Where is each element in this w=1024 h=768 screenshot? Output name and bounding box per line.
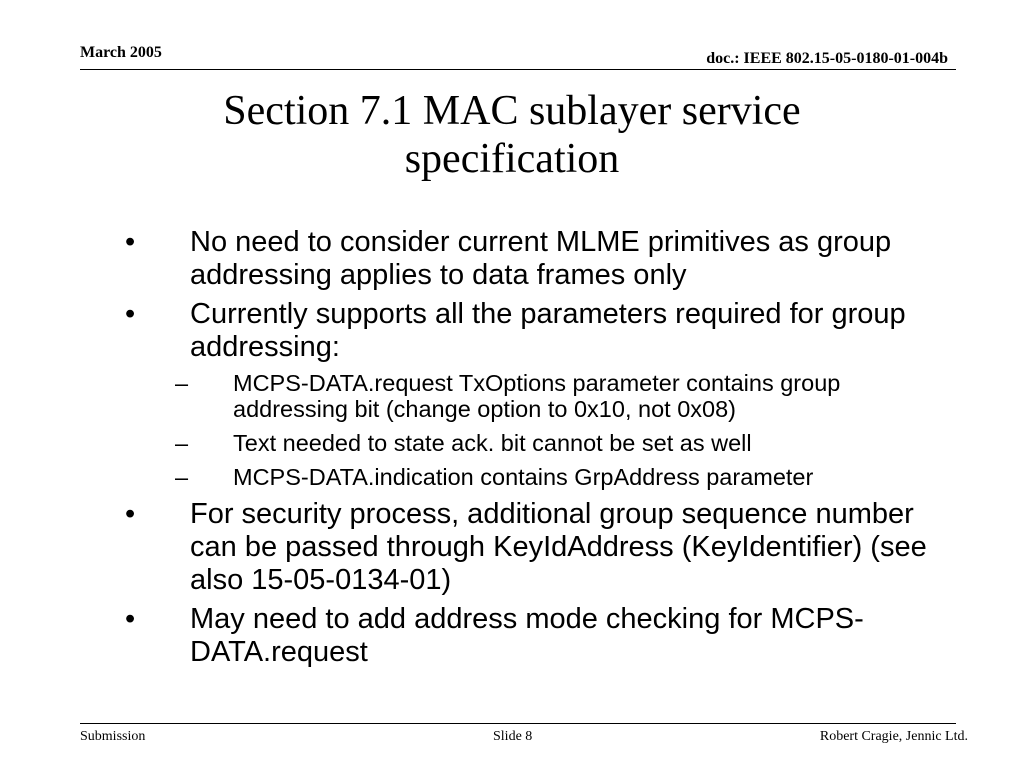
sub-bullet-text: Text needed to state ack. bit cannot be set as well <box>233 430 752 456</box>
sub-bullet-text: MCPS-DATA.request TxOptions parameter contains group addressing bit (change option to 0x10, not 0x08) <box>233 370 841 422</box>
sub-bullet-marker: – <box>175 464 189 490</box>
sub-bullet-item <box>0 370 1024 422</box>
slide-title-line-1: Section 7.1 MAC sublayer service <box>223 88 801 134</box>
bullet-text: No need to consider current MLME primitives as group addressing applies to data frames only <box>190 226 892 291</box>
sub-bullet-marker: – <box>175 430 189 456</box>
footer-submission: Submission <box>80 729 146 744</box>
sub-bullet-item <box>0 464 1024 490</box>
bullet-item <box>0 603 1024 669</box>
bullet-marker: • <box>125 298 136 330</box>
bullet-marker: • <box>125 603 136 635</box>
footer-slide-number: Slide 8 <box>493 729 533 744</box>
bullet-text: For security process, additional group sequence number can be passed through KeyIdAddress (KeyIdentifier) (see also 15-05-0134-01) <box>190 498 927 596</box>
header-divider <box>80 69 956 70</box>
footer-divider <box>80 723 956 724</box>
sub-bullet-text: MCPS-DATA.indication contains GrpAddress parameter <box>233 464 814 490</box>
bullet-list <box>0 226 1024 675</box>
slide-title <box>130 87 894 183</box>
bullet-marker: • <box>125 226 136 258</box>
header-doc-id: doc.: IEEE 802.15-05-0180-01-004b <box>706 50 948 67</box>
bullet-item <box>0 298 1024 364</box>
bullet-item <box>0 498 1024 597</box>
bullet-item <box>0 226 1024 292</box>
footer-author: Robert Cragie, Jennic Ltd. <box>819 729 968 744</box>
bullet-text: Currently supports all the parameters required for group addressing: <box>190 298 906 363</box>
sub-bullet-marker: – <box>175 370 189 396</box>
header-date: March 2005 <box>80 44 162 61</box>
sub-bullet-item <box>0 430 1024 456</box>
slide-title-line-2: specification <box>404 136 620 182</box>
bullet-text: May need to add address mode checking for MCPS-DATA.request <box>190 603 864 668</box>
bullet-marker: • <box>125 498 136 530</box>
